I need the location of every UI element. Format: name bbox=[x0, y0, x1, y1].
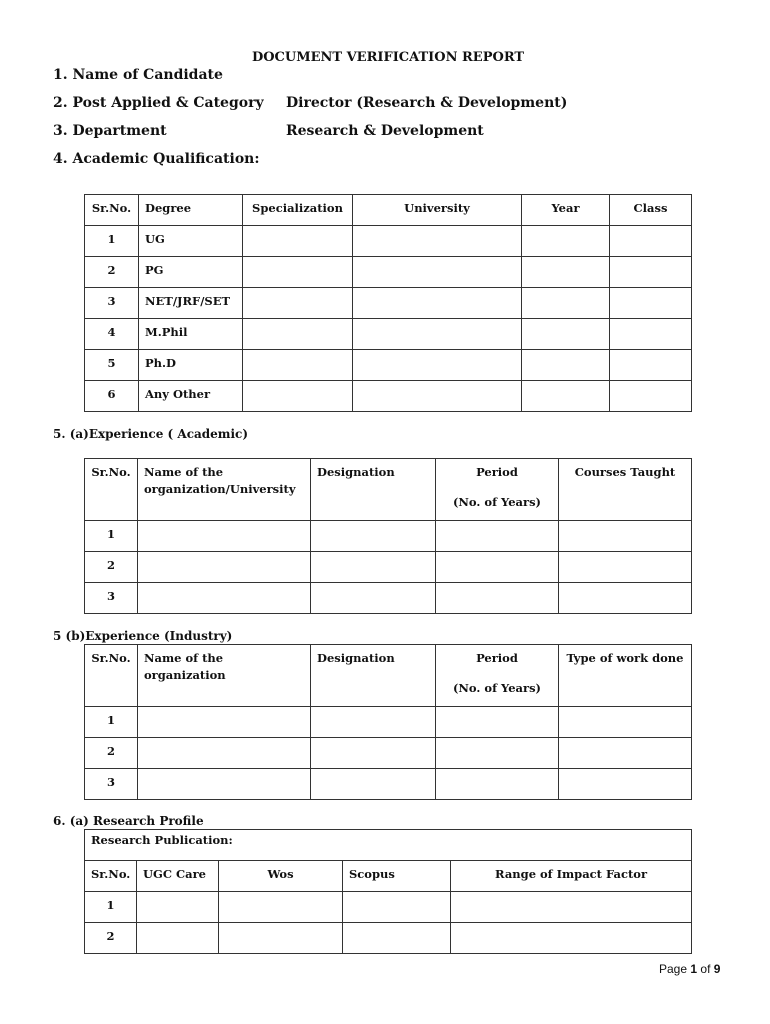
cell-class[interactable] bbox=[610, 350, 692, 381]
cell-class[interactable] bbox=[610, 381, 692, 412]
table-row bbox=[85, 583, 692, 614]
table-row bbox=[85, 769, 692, 800]
cell-organization[interactable] bbox=[138, 521, 311, 552]
cell-srno: 1 bbox=[85, 226, 139, 257]
cell-degree: M.Phil bbox=[139, 319, 243, 350]
cell-srno: 2 bbox=[85, 738, 138, 769]
cell-srno: 1 bbox=[85, 707, 138, 738]
header-designation: Designation bbox=[311, 645, 436, 707]
table-row bbox=[85, 257, 692, 288]
research-table bbox=[84, 829, 692, 954]
cell-year[interactable] bbox=[522, 257, 610, 288]
header-impact-factor: Range of Impact Factor bbox=[451, 861, 692, 892]
cell-courses[interactable] bbox=[559, 552, 692, 583]
cell-designation[interactable] bbox=[311, 707, 436, 738]
cell-organization[interactable] bbox=[138, 707, 311, 738]
cell-period[interactable] bbox=[436, 552, 559, 583]
field-label-name: 1. Name of Candidate bbox=[53, 67, 223, 83]
header-srno: Sr.No. bbox=[85, 195, 139, 226]
header-designation: Designation bbox=[311, 459, 436, 521]
table-header-row bbox=[85, 861, 692, 892]
header-period-years: (No. of Years) bbox=[452, 681, 541, 695]
cell-year[interactable] bbox=[522, 319, 610, 350]
field-label-post: 2. Post Applied & Category bbox=[53, 95, 264, 111]
cell-srno: 5 bbox=[85, 350, 139, 381]
cell-specialization[interactable] bbox=[243, 381, 353, 412]
table-row bbox=[85, 923, 692, 954]
cell-university[interactable] bbox=[353, 350, 522, 381]
cell-specialization[interactable] bbox=[243, 350, 353, 381]
cell-designation[interactable] bbox=[311, 552, 436, 583]
cell-specialization[interactable] bbox=[243, 319, 353, 350]
cell-impact-factor[interactable] bbox=[451, 892, 692, 923]
header-period bbox=[436, 645, 559, 707]
cell-degree: UG bbox=[139, 226, 243, 257]
header-organization: Name of the organization/University bbox=[138, 459, 311, 521]
cell-srno: 2 bbox=[85, 552, 138, 583]
cell-period[interactable] bbox=[436, 769, 559, 800]
cell-year[interactable] bbox=[522, 288, 610, 319]
header-scopus: Scopus bbox=[343, 861, 451, 892]
header-ugc-care: UGC Care bbox=[137, 861, 219, 892]
cell-type-of-work[interactable] bbox=[559, 738, 692, 769]
cell-university[interactable] bbox=[353, 288, 522, 319]
header-organization: Name of the organization bbox=[138, 645, 311, 707]
header-degree: Degree bbox=[139, 195, 243, 226]
table-row bbox=[85, 552, 692, 583]
cell-period[interactable] bbox=[436, 738, 559, 769]
cell-srno: 3 bbox=[85, 769, 138, 800]
cell-year[interactable] bbox=[522, 381, 610, 412]
cell-organization[interactable] bbox=[138, 583, 311, 614]
section-heading-research: 6. (a) Research Profile bbox=[53, 814, 204, 828]
academic-table bbox=[84, 194, 692, 412]
cell-period[interactable] bbox=[436, 521, 559, 552]
cell-specialization[interactable] bbox=[243, 226, 353, 257]
field-value-department: Research & Development bbox=[286, 123, 484, 139]
cell-ugc-care[interactable] bbox=[137, 923, 219, 954]
cell-designation[interactable] bbox=[311, 583, 436, 614]
cell-courses[interactable] bbox=[559, 521, 692, 552]
header-period-label: Period bbox=[476, 651, 518, 665]
cell-type-of-work[interactable] bbox=[559, 769, 692, 800]
cell-srno: 1 bbox=[85, 892, 137, 923]
header-srno: Sr.No. bbox=[85, 861, 137, 892]
table-row bbox=[85, 521, 692, 552]
cell-year[interactable] bbox=[522, 226, 610, 257]
cell-organization[interactable] bbox=[138, 738, 311, 769]
header-university: University bbox=[353, 195, 522, 226]
section-heading-exp-academic: 5. (a)Experience ( Academic) bbox=[53, 427, 249, 441]
cell-designation[interactable] bbox=[311, 521, 436, 552]
of-word: of bbox=[700, 962, 711, 976]
cell-srno: 1 bbox=[85, 521, 138, 552]
cell-organization[interactable] bbox=[138, 552, 311, 583]
table-row bbox=[85, 738, 692, 769]
cell-srno: 2 bbox=[85, 923, 137, 954]
table-subheading-row bbox=[85, 830, 692, 861]
table-row bbox=[85, 226, 692, 257]
table-header-row bbox=[85, 195, 692, 226]
header-year: Year bbox=[522, 195, 610, 226]
cell-university[interactable] bbox=[353, 381, 522, 412]
cell-type-of-work[interactable] bbox=[559, 707, 692, 738]
research-publication-label: Research Publication: bbox=[85, 830, 692, 861]
experience-academic-table bbox=[84, 458, 692, 614]
cell-srno: 4 bbox=[85, 319, 139, 350]
header-period-years: (No. of Years) bbox=[452, 495, 541, 509]
cell-srno: 3 bbox=[85, 288, 139, 319]
cell-scopus[interactable] bbox=[343, 892, 451, 923]
field-label-academic: 4. Academic Qualification: bbox=[53, 151, 260, 167]
header-specialization: Specialization bbox=[243, 195, 353, 226]
cell-wos[interactable] bbox=[219, 892, 343, 923]
cell-designation[interactable] bbox=[311, 769, 436, 800]
cell-degree: NET/JRF/SET bbox=[139, 288, 243, 319]
cell-impact-factor[interactable] bbox=[451, 923, 692, 954]
page-word: Page bbox=[659, 962, 688, 976]
table-header-row bbox=[85, 645, 692, 707]
cell-degree: PG bbox=[139, 257, 243, 288]
table-row bbox=[85, 288, 692, 319]
table-row bbox=[85, 319, 692, 350]
header-wos: Wos bbox=[219, 861, 343, 892]
header-type-of-work: Type of work done bbox=[559, 645, 692, 707]
field-label-department: 3. Department bbox=[53, 123, 167, 139]
cell-srno: 2 bbox=[85, 257, 139, 288]
cell-organization[interactable] bbox=[138, 769, 311, 800]
cell-university[interactable] bbox=[353, 319, 522, 350]
table-row bbox=[85, 381, 692, 412]
cell-degree: Ph.D bbox=[139, 350, 243, 381]
cell-specialization[interactable] bbox=[243, 257, 353, 288]
cell-scopus[interactable] bbox=[343, 923, 451, 954]
section-heading-exp-industry: 5 (b)Experience (Industry) bbox=[53, 629, 233, 643]
page-title: DOCUMENT VERIFICATION REPORT bbox=[251, 50, 525, 65]
header-srno: Sr.No. bbox=[85, 645, 138, 707]
cell-university[interactable] bbox=[353, 257, 522, 288]
cell-wos[interactable] bbox=[219, 923, 343, 954]
experience-industry-table bbox=[84, 644, 692, 800]
cell-class[interactable] bbox=[610, 257, 692, 288]
header-period bbox=[436, 459, 559, 521]
cell-ugc-care[interactable] bbox=[137, 892, 219, 923]
header-srno: Sr.No. bbox=[85, 459, 138, 521]
cell-srno: 3 bbox=[85, 583, 138, 614]
cell-year[interactable] bbox=[522, 350, 610, 381]
page-number bbox=[659, 962, 720, 976]
table-row bbox=[85, 707, 692, 738]
cell-university[interactable] bbox=[353, 226, 522, 257]
table-row bbox=[85, 350, 692, 381]
field-value-post: Director (Research & Development) bbox=[286, 95, 568, 111]
header-period-label: Period bbox=[476, 465, 518, 479]
header-class: Class bbox=[610, 195, 692, 226]
cell-period[interactable] bbox=[436, 707, 559, 738]
cell-specialization[interactable] bbox=[243, 288, 353, 319]
cell-courses[interactable] bbox=[559, 583, 692, 614]
cell-period[interactable] bbox=[436, 583, 559, 614]
table-header-row bbox=[85, 459, 692, 521]
cell-degree: Any Other bbox=[139, 381, 243, 412]
header-courses-taught: Courses Taught bbox=[559, 459, 692, 521]
cell-class[interactable] bbox=[610, 226, 692, 257]
cell-class[interactable] bbox=[610, 319, 692, 350]
total-pages: 9 bbox=[713, 962, 721, 976]
table-row bbox=[85, 892, 692, 923]
cell-designation[interactable] bbox=[311, 738, 436, 769]
cell-srno: 6 bbox=[85, 381, 139, 412]
current-page: 1 bbox=[690, 962, 698, 976]
cell-class[interactable] bbox=[610, 288, 692, 319]
